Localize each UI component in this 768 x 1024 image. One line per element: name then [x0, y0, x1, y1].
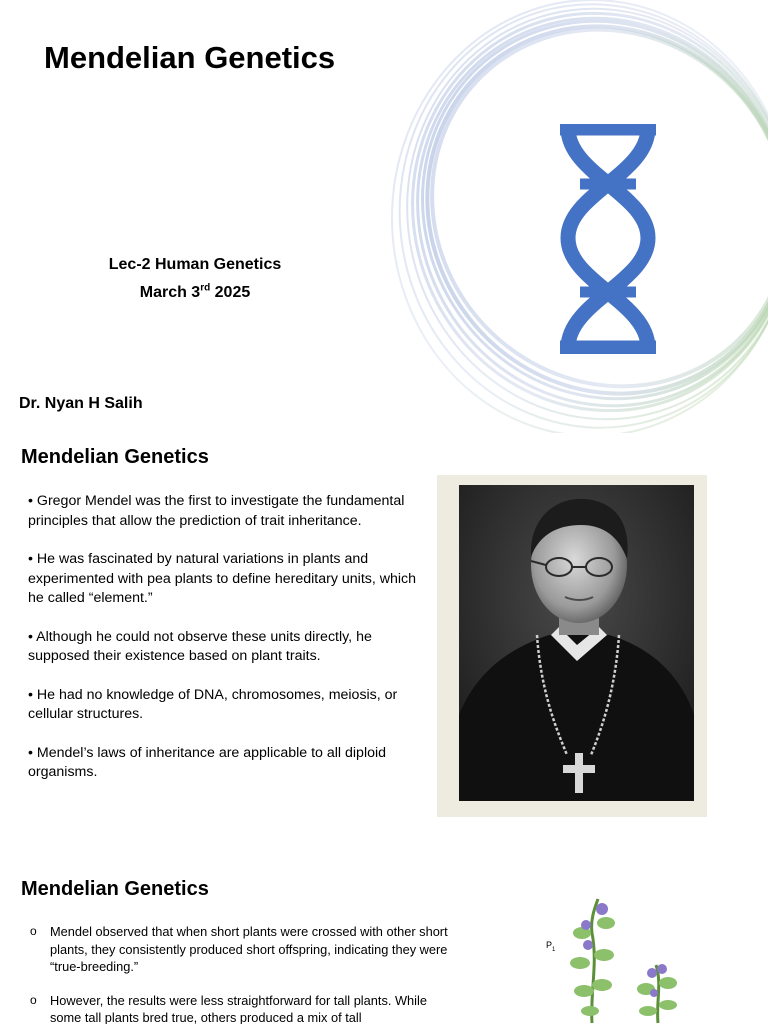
list-item: • Although he could not observe these units directly, he supposed their existence based on plant traits. — [28, 628, 372, 664]
mendel-portrait-image — [459, 485, 694, 801]
portrait-frame — [437, 475, 707, 817]
list-item — [30, 923, 450, 976]
list-item — [30, 992, 450, 1024]
list-item-text: Mendel observed that when short plants were crossed with other short plants, they consistently produced short offspring, indicating they were “true-breeding.” — [50, 924, 448, 974]
dna-helix-icon — [548, 124, 668, 354]
bullet-list — [28, 492, 428, 802]
title-slide — [0, 0, 768, 433]
bullet-list — [30, 923, 450, 1024]
mendel-observations-slide — [0, 853, 768, 1024]
list-item: • Mendel’s laws of inheritance are applicable to all diploid organisms. — [28, 744, 387, 780]
list-item: • He had no knowledge of DNA, chromosomes, meiosis, or cellular structures. — [28, 686, 398, 722]
date-year: 2025 — [210, 284, 251, 301]
list-item: • He was fascinated by natural variations in plants and experimented with pea plants to define hereditary units, which he called “element.” — [28, 551, 417, 606]
author-name: Dr. Nyan H Salih — [19, 395, 143, 412]
generation-number: 1 — [552, 946, 556, 953]
lecture-name: Lec-2 Human Genetics — [108, 256, 282, 273]
slide-title: Mendelian Genetics — [44, 40, 336, 75]
lecture-date — [95, 279, 295, 307]
list-item-text: However, the results were less straightforward for tall plants. While some tall plants bred true, others produced a mix of tall — [50, 992, 427, 1024]
date-ordinal: rd — [200, 282, 211, 294]
mendel-intro-slide — [0, 433, 768, 853]
list-item: • Gregor Mendel was the first to investigate the fundamental principles that allow the prediction of trait inheritance. — [28, 493, 405, 529]
lecture-subtitle — [95, 251, 295, 307]
bullet-circle-icon: o — [30, 924, 37, 938]
generation-letter: P — [546, 940, 553, 950]
slide-heading: Mendelian Genetics — [21, 446, 209, 468]
bullet-circle-icon: o — [30, 992, 37, 1007]
date-prefix: March 3 — [139, 284, 201, 301]
pea-plants-illustration — [540, 893, 690, 1024]
slide-heading: Mendelian Genetics — [21, 878, 209, 900]
